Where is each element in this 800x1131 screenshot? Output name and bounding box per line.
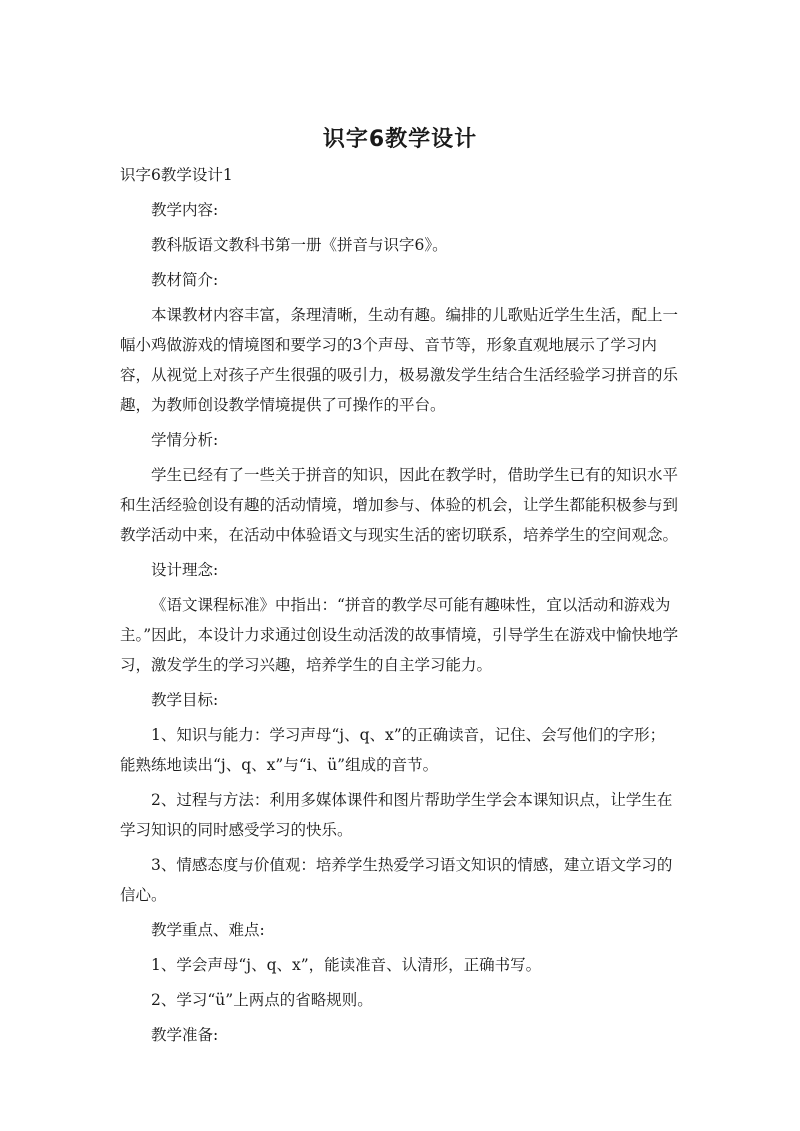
- paragraph-analysis: 学生已经有了一些关于拼音的知识，因此在教学时，借助学生已有的知识水平和生活经验创设有趣的活动情境，增加参与、体验的机会，让学生都能积极参与到教学活动中来，在活动中体验语文与现实生活的密切联系，培养学生的空间观念。: [120, 466, 679, 544]
- section-heading-key-points: 教学重点、难点:: [151, 921, 265, 939]
- document-title: 识字6教学设计: [322, 127, 478, 152]
- paragraph-content: 教科版语文教科书第一册《拼音与识字6》。: [151, 236, 448, 254]
- section-heading-concept: 设计理念:: [151, 561, 219, 579]
- section-heading-goals: 教学目标:: [151, 691, 219, 709]
- goal-item-1: 1、知识与能力：学习声母“j、q、x”的正确读音，记住、会写他们的字形；能熟练地读出“j、q、x”与“i、ü”组成的音节。: [120, 726, 666, 774]
- section-heading-material: 教材简介:: [151, 271, 219, 289]
- section-heading-analysis: 学情分析:: [151, 431, 219, 449]
- key-point-1: 1、学会声母“j、q、x”，能读准音、认清形，正确书写。: [151, 956, 542, 974]
- goal-item-2: 2、过程与方法：利用多媒体课件和图片帮助学生学会本课知识点，让学生在学习知识的同时感受学习的快乐。: [120, 791, 673, 839]
- paragraph-material: 本课教材内容丰富，条理清晰，生动有趣。编排的儿歌贴近学生生活，配上一幅小鸡做游戏的情境图和要学习的3个声母、音节等，形象直观地展示了学习内容，从视觉上对孩子产生很强的吸引力，极易激发学生结合生活经验学习拼音的乐趣，为教师创设教学情境提供了可操作的平台。: [120, 306, 679, 414]
- section-heading-content: 教学内容:: [151, 201, 219, 219]
- key-point-2: 2、学习“ü”上两点的省略规则。: [151, 991, 373, 1009]
- paragraph-concept: 《语文课程标准》中指出：“拼音的教学尽可能有趣味性，宜以活动和游戏为主。”因此，本设计力求通过创设生动活泼的故事情境，引导学生在游戏中愉快地学习，激发学生的学习兴趣，培养学生的自主学习能力。: [120, 596, 679, 674]
- goal-item-3: 3、情感态度与价值观：培养学生热爱学习语文知识的情感，建立语文学习的信心。: [120, 856, 673, 904]
- document-subtitle: 识字6教学设计1: [120, 166, 233, 184]
- document-body: [120, 160, 680, 1055]
- section-heading-preparation: 教学准备:: [151, 1026, 219, 1044]
